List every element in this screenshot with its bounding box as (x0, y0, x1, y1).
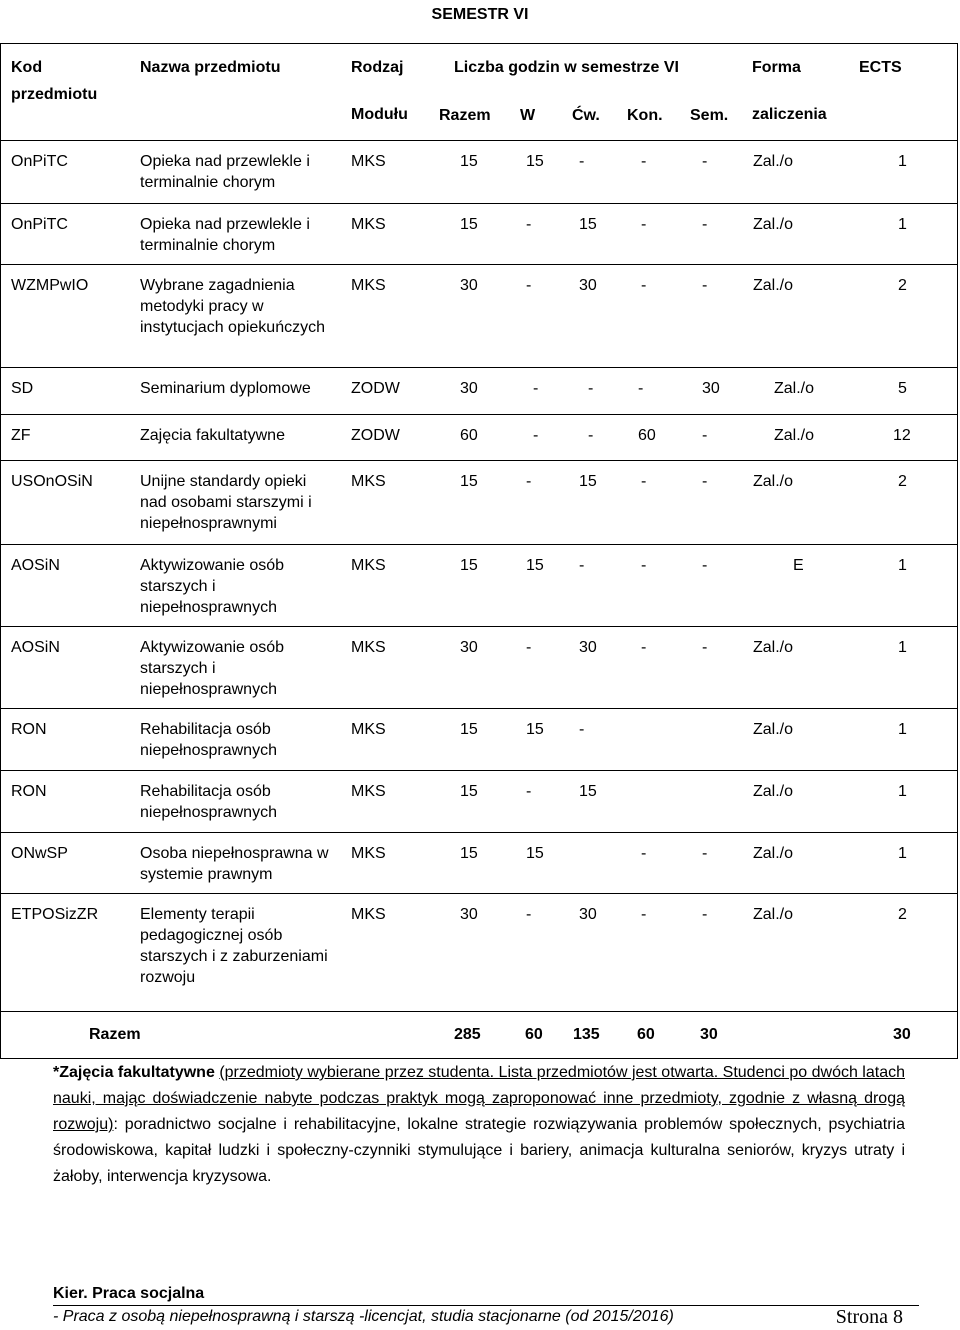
cell-razem: 15 (460, 473, 478, 490)
cell-ects: 12 (893, 427, 911, 444)
cell-kon: - (641, 845, 647, 862)
footnote-underlined: (przedmioty wybierane przez studenta. Lista przedmiotów jest otwarta. Studenci po dwóch latach nauki, mając doświadczenie nabyte podczas praktyk mogą zaproponować inne przedmioty, zgodnie z własną drogą rozwoju) (53, 1064, 906, 1133)
table-row (1, 265, 957, 367)
total-cw: 135 (573, 1026, 600, 1043)
header-modulu: Modułu (351, 106, 408, 123)
cell-kon: - (641, 473, 647, 490)
cell-cw: 30 (579, 639, 597, 656)
cell-nazwa: Aktywizowanie osób starszych i niepełnosprawnych (140, 639, 285, 698)
cell-forma: Zal./o (753, 721, 794, 738)
cell-nazwa: Aktywizowanie osób starszych i niepełnosprawnych (140, 557, 285, 616)
cell-rodzaj: ZODW (351, 380, 400, 397)
table-row (1, 894, 957, 1010)
table-row (1, 204, 957, 264)
cell-nazwa: Wybrane zagadnienia metodyki pracy w instytucjach opiekuńczych (140, 277, 325, 336)
cell-kod: OnPiTC (11, 216, 68, 233)
cell-nazwa: Rehabilitacja osób niepełnosprawnych (140, 783, 277, 821)
cell-w: - (526, 906, 532, 923)
cell-kon: - (641, 216, 647, 233)
cell-cw: - (579, 557, 585, 574)
total-sem: 30 (700, 1026, 718, 1043)
cell-razem: 15 (460, 216, 478, 233)
cell-ects: 2 (898, 277, 907, 294)
cell-w: - (526, 277, 532, 294)
cell-ects: 1 (898, 216, 907, 233)
cell-rodzaj: MKS (351, 277, 386, 294)
cell-kod: AOSiN (11, 639, 60, 656)
cell-w: - (526, 473, 532, 490)
cell-kod: AOSiN (11, 557, 60, 574)
cell-w: 15 (526, 557, 544, 574)
cell-sem: - (702, 153, 708, 170)
footnote (53, 1060, 905, 1190)
cell-razem: 15 (460, 153, 478, 170)
cell-cw: 15 (579, 216, 597, 233)
total-label: Razem (89, 1026, 141, 1043)
footnote-label: *Zajęcia fakultatywne (53, 1064, 215, 1081)
cell-razem: 60 (460, 427, 478, 444)
cell-rodzaj: MKS (351, 721, 386, 738)
page-title: SEMESTR VI (431, 6, 529, 23)
cell-forma: Zal./o (753, 153, 794, 170)
cell-rodzaj: MKS (351, 473, 386, 490)
header-w: W (520, 107, 536, 124)
page-number: Strona 8 (835, 1306, 903, 1328)
cell-rodzaj: MKS (351, 216, 386, 233)
cell-ects: 1 (898, 153, 907, 170)
header-ects: ECTS (859, 59, 902, 76)
cell-forma: Zal./o (774, 427, 815, 444)
header-kon: Kon. (627, 107, 663, 124)
cell-sem: - (702, 277, 708, 294)
footnote-rest: : poradnictwo socjalne i rehabilitacyjne, lokalne strategie rozwiązywania problemów społecznych, psychiatria środowiskowa, kapitał ludzki i społeczny-czynniki stymulujące i bariery, animacja kulturalna seniorów, kryzys utraty i żałoby, interwencja kryzysowa. (53, 1116, 905, 1185)
table-row (1, 461, 957, 544)
cell-razem: 30 (460, 277, 478, 294)
cell-nazwa: Seminarium dyplomowe (140, 380, 311, 397)
footer-divider (53, 1305, 919, 1306)
cell-w: - (533, 427, 539, 444)
cell-sem: - (702, 427, 708, 444)
header-rodzaj: Rodzaj (351, 59, 404, 76)
header-liczba: Liczba godzin w semestrze VI (454, 59, 679, 76)
cell-kod: WZMPwIO (11, 277, 89, 294)
cell-razem: 30 (460, 380, 478, 397)
table-row (1, 545, 957, 626)
cell-cw: 30 (579, 277, 597, 294)
total-ects: 30 (893, 1026, 911, 1043)
cell-sem: - (702, 473, 708, 490)
cell-sem: - (702, 639, 708, 656)
cell-rodzaj: ZODW (351, 427, 400, 444)
cell-cw: 30 (579, 906, 597, 923)
cell-forma: Zal./o (753, 906, 794, 923)
cell-kon: - (641, 557, 647, 574)
cell-w: 15 (526, 845, 544, 862)
table-row (1, 141, 957, 203)
cell-rodzaj: MKS (351, 153, 386, 170)
cell-kon: - (641, 906, 647, 923)
cell-forma: Zal./o (753, 216, 794, 233)
cell-ects: 5 (898, 380, 907, 397)
cell-cw: 15 (579, 473, 597, 490)
cell-nazwa: Elementy terapii pedagogicznej osób starszych i z zaburzeniami rozwoju (140, 906, 328, 986)
cell-rodzaj: MKS (351, 906, 386, 923)
header-kod: Kod (11, 59, 43, 76)
cell-forma: E (793, 557, 804, 574)
cell-ects: 1 (898, 639, 907, 656)
cell-sem: - (702, 557, 708, 574)
cell-forma: Zal./o (774, 380, 815, 397)
cell-nazwa: Opieka nad przewlekle i terminalnie chorym (140, 153, 310, 191)
cell-cw: - (588, 427, 594, 444)
table-row (1, 627, 957, 708)
cell-razem: 15 (460, 845, 478, 862)
cell-razem: 15 (460, 721, 478, 738)
cell-ects: 2 (898, 473, 907, 490)
total-row (1, 1012, 957, 1058)
cell-kod: RON (11, 783, 47, 800)
cell-forma: Zal./o (753, 639, 794, 656)
cell-kon: - (641, 277, 647, 294)
total-razem: 285 (454, 1026, 481, 1043)
cell-w: - (526, 783, 532, 800)
total-kon: 60 (637, 1026, 655, 1043)
cell-nazwa: Zajęcia fakultatywne (140, 427, 285, 444)
cell-kon: - (641, 153, 647, 170)
cell-sem: - (702, 845, 708, 862)
cell-razem: 30 (460, 639, 478, 656)
footer-subtitle: - Praca z osobą niepełnosprawną i starszą -licencjat, studia stacjonarne (od 2015/2016) (53, 1308, 674, 1325)
cell-ects: 1 (898, 845, 907, 862)
header-zaliczenia: zaliczenia (752, 106, 827, 123)
cell-kod: ZF (11, 427, 31, 444)
cell-w: 15 (526, 153, 544, 170)
header-cw: Ćw. (572, 107, 600, 124)
cell-forma: Zal./o (753, 473, 794, 490)
cell-razem: 30 (460, 906, 478, 923)
cell-forma: Zal./o (753, 783, 794, 800)
cell-w: - (526, 216, 532, 233)
cell-ects: 2 (898, 906, 907, 923)
cell-ects: 1 (898, 557, 907, 574)
table-row (1, 368, 957, 414)
cell-ects: 1 (898, 721, 907, 738)
table-header (1, 44, 957, 140)
header-nazwa: Nazwa przedmiotu (140, 59, 281, 76)
cell-cw: - (579, 721, 585, 738)
cell-forma: Zal./o (753, 277, 794, 294)
cell-nazwa: Unijne standardy opieki nad osobami starszymi i niepełnosprawnymi (140, 473, 312, 532)
cell-kod: ONwSP (11, 845, 68, 862)
cell-sem: - (702, 216, 708, 233)
table-row (1, 771, 957, 832)
cell-nazwa: Opieka nad przewlekle i terminalnie chorym (140, 216, 310, 254)
footer-kierunek: Kier. Praca socjalna (53, 1285, 205, 1302)
cell-kod: USOnOSiN (11, 473, 93, 490)
cell-cw: - (579, 153, 585, 170)
cell-kod: SD (11, 380, 34, 397)
table-row (1, 415, 957, 460)
header-forma: Forma (752, 59, 801, 76)
cell-kon: - (641, 639, 647, 656)
cell-kon: 60 (638, 427, 656, 444)
cell-sem: - (702, 906, 708, 923)
table-row (1, 709, 957, 770)
cell-w: - (526, 639, 532, 656)
cell-razem: 15 (460, 557, 478, 574)
table-row (1, 833, 957, 893)
cell-cw: - (588, 380, 594, 397)
header-razem: Razem (439, 107, 491, 124)
cell-kon: - (638, 380, 644, 397)
cell-rodzaj: MKS (351, 639, 386, 656)
cell-rodzaj: MKS (351, 557, 386, 574)
cell-rodzaj: MKS (351, 845, 386, 862)
cell-kod: OnPiTC (11, 153, 68, 170)
courses-table (0, 43, 958, 1059)
cell-kod: RON (11, 721, 47, 738)
cell-nazwa: Rehabilitacja osób niepełnosprawnych (140, 721, 277, 759)
cell-w: - (533, 380, 539, 397)
cell-ects: 1 (898, 783, 907, 800)
cell-sem: 30 (702, 380, 720, 397)
cell-kod: ETPOSizZR (11, 906, 99, 923)
cell-nazwa: Osoba niepełnosprawna w systemie prawnym (140, 845, 329, 883)
header-sem: Sem. (690, 107, 729, 124)
cell-cw: 15 (579, 783, 597, 800)
cell-razem: 15 (460, 783, 478, 800)
total-w: 60 (525, 1026, 543, 1043)
cell-forma: Zal./o (753, 845, 794, 862)
header-przedmiotu: przedmiotu (11, 86, 98, 103)
cell-rodzaj: MKS (351, 783, 386, 800)
cell-w: 15 (526, 721, 544, 738)
